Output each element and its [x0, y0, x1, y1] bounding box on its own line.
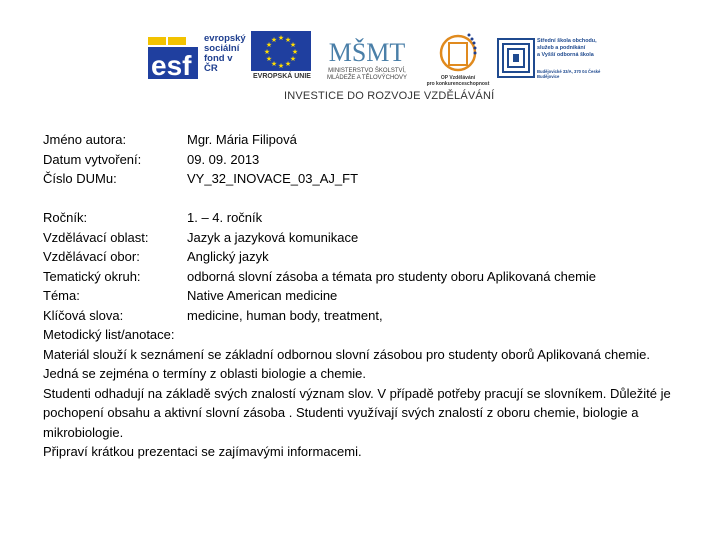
info-row-author [43, 130, 683, 150]
esf-logo [146, 31, 246, 83]
eu-logo [251, 31, 311, 83]
esf-text: evropský sociální fond v ČR [204, 33, 246, 74]
theme-label: Téma: [43, 288, 80, 303]
annotation-paragraph-2: Studenti odhadují na základě svých znalostí význam slov. V případě potřeby pracují se slovníkem. Důležité je pochopení obsahu a aktivní slovní zásoba . Studenti využívají svých znalostí z oboru chemie, biologie a mikrobiologie. [43, 385, 671, 440]
esf-emblem-icon [146, 31, 204, 83]
author-value: Mgr. Mária Filipová [187, 132, 297, 147]
author-label: Jméno autora: [43, 132, 127, 147]
msmt-label: MINISTERSTVO ŠKOLSTVÍ, MLÁDEŽE A TĚLOVÝCHOVY [327, 68, 407, 81]
school-address: Budějovické 33/A, 370 04 České Budějovice [537, 69, 601, 79]
annotation-paragraph-3: Připraví krátkou prezentaci se zajímavými informacemi. [43, 444, 362, 459]
info-row-dum [43, 169, 683, 189]
theme-value: Native American medicine [187, 288, 338, 303]
svg-text:★: ★ [265, 41, 273, 49]
svg-text:★: ★ [270, 60, 278, 68]
method-heading-row [43, 325, 683, 345]
svg-text:★: ★ [277, 62, 285, 70]
method-label: Metodický list/anotace: [43, 327, 175, 342]
info-row-keywords [43, 306, 683, 326]
tagline: INVESTICE DO ROZVOJE VZDĚLÁVÁNÍ [284, 90, 495, 102]
dum-value: VY_32_INOVACE_03_AJ_FT [187, 171, 359, 186]
area-value: Jazyk a jazyková komunikace [187, 229, 359, 245]
keywords-value: medicine, human body, treatment, [187, 307, 383, 323]
dum-label: Číslo DUMu: [43, 171, 117, 186]
topic-value: odborná slovní zásoba a témata pro studenty oboru Aplikovaná chemie [187, 268, 597, 284]
info-row-grade [43, 208, 683, 228]
keywords-label: Klíčová slova: [43, 307, 124, 323]
svg-text:★: ★ [265, 55, 273, 63]
svg-text:★: ★ [291, 48, 299, 56]
op-label: OP Vzdělávání pro konkurenceschopnost [426, 75, 490, 87]
info-row-field [43, 247, 683, 267]
info-row-theme [43, 286, 683, 306]
svg-text:★: ★ [263, 48, 271, 56]
op-logo [425, 31, 491, 87]
svg-text:★: ★ [284, 60, 292, 68]
field-label: Vzdělávací obor: [43, 249, 140, 264]
esf-letters: esf [151, 50, 192, 81]
svg-text:★: ★ [270, 36, 278, 44]
field-value: Anglický jazyk [187, 249, 269, 264]
svg-text:★: ★ [289, 55, 297, 63]
svg-text:★: ★ [284, 36, 292, 44]
document-body [43, 130, 683, 462]
info-row-date [43, 150, 683, 170]
op-emblem-icon [425, 31, 491, 75]
grade-value: 1. – 4. ročník [187, 210, 263, 225]
spacer [43, 189, 683, 209]
eu-flag-icon [251, 31, 311, 71]
school-name: Střední škola obchodu, služeb a podnikání a Vyšší odborná škola [537, 38, 597, 58]
msmt-emblem-icon [318, 31, 416, 67]
info-row-topic [43, 267, 683, 287]
svg-text:★: ★ [289, 41, 297, 49]
msmt-letters: MŠMT [328, 38, 406, 67]
grade-label: Ročník: [43, 210, 88, 225]
eu-label: EVROPSKÁ UNIE [253, 73, 311, 80]
topic-label: Tematický okruh: [43, 268, 141, 284]
msmt-logo [318, 31, 416, 83]
school-logo [497, 38, 601, 82]
area-label: Vzdělávací oblast: [43, 229, 149, 245]
date-label: Datum vytvoření: [43, 151, 142, 167]
date-value: 09. 09. 2013 [187, 151, 260, 167]
svg-text:★: ★ [277, 34, 285, 42]
annotation-paragraph-1: Materiál slouží k seznámení se základní odbornou slovní zásobou pro studenty oborů Aplikovaná chemie. Jedná se zejména o termíny z oblasti biologie a chemie. [43, 346, 651, 381]
info-row-area [43, 228, 683, 248]
logo-bar [0, 0, 720, 110]
school-emblem-icon [497, 38, 535, 78]
